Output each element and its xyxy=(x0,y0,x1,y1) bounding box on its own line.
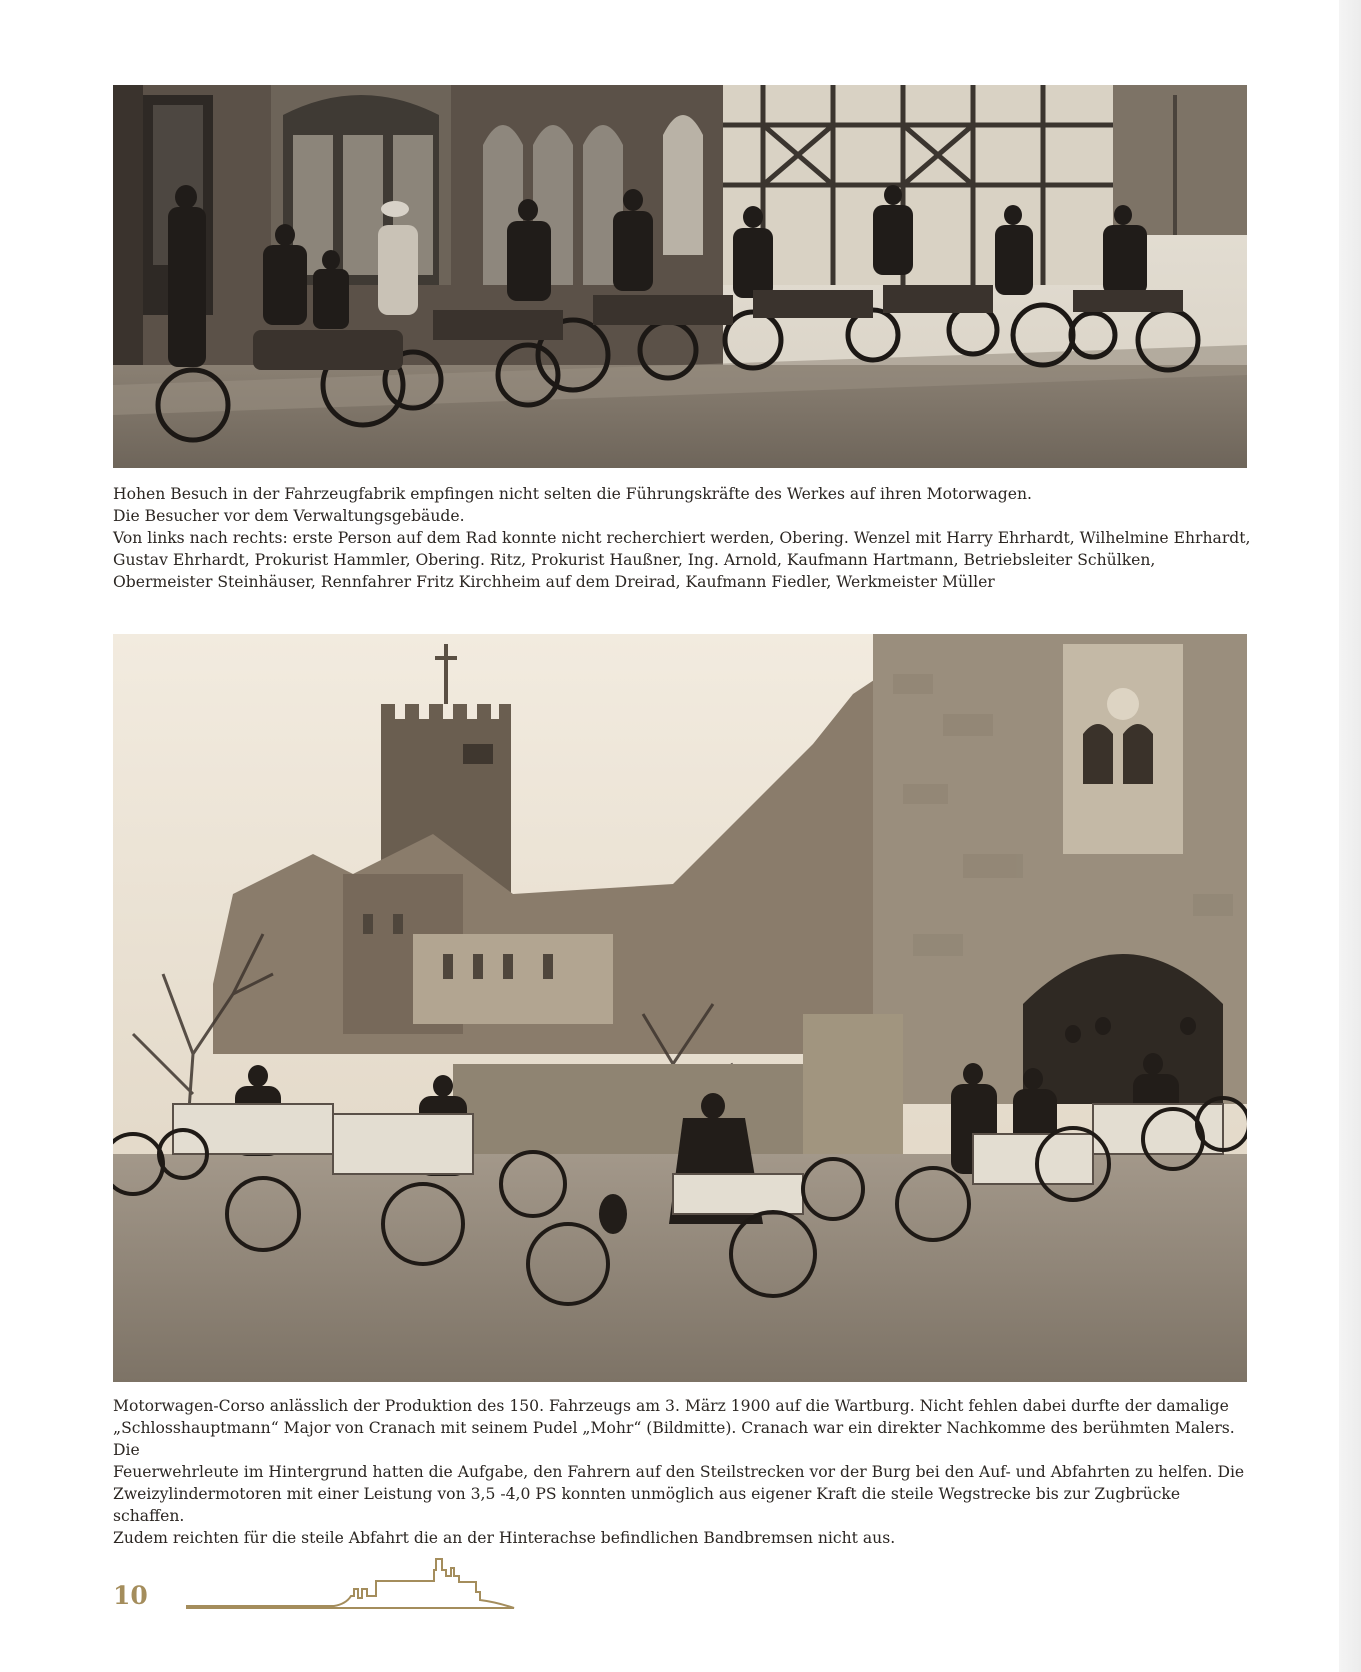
caption-line: Obermeister Steinhäuser, Rennfahrer Fritz Kirchheim auf dem Dreirad, Kaufmann Fiedler, Werkmeister Müller xyxy=(113,573,995,591)
caption-line: Von links nach rechts: erste Person auf dem Rad konnte nicht recherchiert werden, Obering. Wenzel mit Harry Ehrhardt, Wilhelmine Ehrhardt, xyxy=(113,529,1251,547)
photo-visitors-administration-building xyxy=(113,85,1247,468)
castle-skyline-ornament xyxy=(186,1548,546,1610)
caption-line: Die Besucher vor dem Verwaltungsgebäude. xyxy=(113,507,465,525)
caption-line: „Schlosshauptmann“ Major von Cranach mit seinem Pudel „Mohr“ (Bildmitte). Cranach war ein direkter Nachkomme des berühmten Malers. Die xyxy=(113,1419,1235,1459)
page-edge xyxy=(1339,0,1361,1672)
caption-line: Motorwagen-Corso anlässlich der Produktion des 150. Fahrzeugs am 3. März 1900 auf die Wartburg. Nicht fehlen dabei durfte der damalige xyxy=(113,1397,1229,1415)
photo-motorwagen-corso-wartburg xyxy=(113,634,1247,1382)
caption-photo-2 xyxy=(113,1395,1253,1549)
page-number: 10 xyxy=(113,1581,148,1610)
caption-line: Feuerwehrleute im Hintergrund hatten die Aufgabe, den Fahrern auf den Steilstrecken vor der Burg bei den Auf- und Abfahrten zu helfen. Die xyxy=(113,1463,1245,1481)
caption-line: Gustav Ehrhardt, Prokurist Hammler, Obering. Ritz, Prokurist Haußner, Ing. Arnold, Kaufmann Hartmann, Betriebsleiter Schülken, xyxy=(113,551,1156,569)
caption-line: Zudem reichten für die steile Abfahrt die an der Hinterachse befindlichen Bandbremsen nicht aus. xyxy=(113,1529,896,1547)
caption-line: Zweizylindermotoren mit einer Leistung von 3,5 -4,0 PS konnten unmöglich aus eigener Kraft die steile Wegstrecke bis zur Zugbrücke schaffen. xyxy=(113,1485,1181,1525)
caption-photo-1 xyxy=(113,483,1253,593)
caption-line: Hohen Besuch in der Fahrzeugfabrik empfingen nicht selten die Führungskräfte des Werkes auf ihren Motorwagen. xyxy=(113,485,1033,503)
